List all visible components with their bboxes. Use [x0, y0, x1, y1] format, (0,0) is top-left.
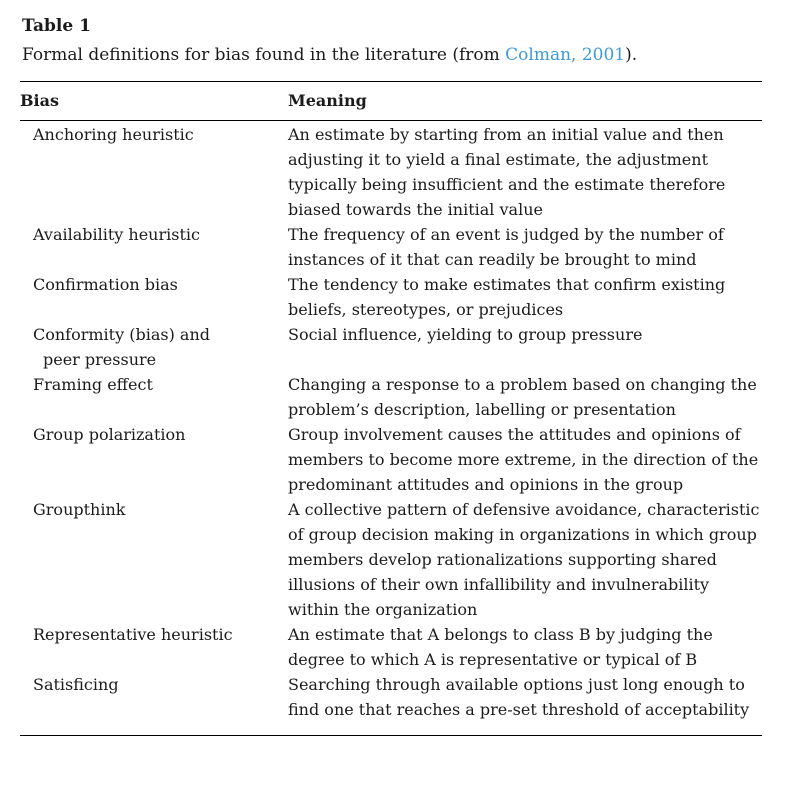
meaning-cell: Group involvement causes the attitudes and opinions of members to become more extreme, in the direction of the predominant attitudes and opinions in the group	[288, 425, 759, 494]
table-row	[20, 121, 762, 223]
table-row	[20, 672, 762, 736]
meaning-cell: Changing a response to a problem based on changing the problem’s description, labelling or presentation	[288, 375, 757, 419]
table-body	[20, 121, 762, 736]
table-caption	[22, 43, 782, 68]
table-row	[20, 322, 762, 372]
bias-cell: Availability heuristic	[33, 225, 200, 244]
meaning-cell: Social influence, yielding to group pressure	[288, 325, 643, 344]
table-row	[20, 497, 762, 622]
column-header-bias: Bias	[20, 82, 288, 121]
table-row	[20, 422, 762, 497]
caption-text-prefix: Formal definitions for bias found in the literature (from	[22, 45, 506, 65]
bias-cell: Groupthink	[33, 500, 126, 519]
caption-text-suffix: ).	[625, 45, 638, 65]
meaning-cell: A collective pattern of defensive avoidance, characteristic of group decision making in organizations in which group members develop rationalizations supporting shared illusions of their own infallibility and invulnerability within the organization	[288, 500, 760, 619]
table-header	[20, 82, 762, 121]
bias-cell: Representative heuristic	[33, 625, 233, 644]
table-label: Table 1	[22, 16, 91, 36]
meaning-cell: The frequency of an event is judged by the number of instances of it that can readily be brought to mind	[288, 225, 724, 269]
meaning-cell: The tendency to make estimates that confirm existing beliefs, stereotypes, or prejudices	[288, 275, 726, 319]
table-row	[20, 622, 762, 672]
bias-cell: Satisficing	[33, 675, 119, 694]
table-row	[20, 372, 762, 422]
bias-cell: Framing effect	[33, 375, 153, 394]
bias-cell: Confirmation bias	[33, 275, 178, 294]
meaning-cell: An estimate by starting from an initial value and then adjusting it to yield a final estimate, the adjustment typically being insufficient and the estimate therefore biased towards the initial value	[288, 125, 726, 219]
citation-link-colman-2001[interactable]: Colman, 2001	[505, 45, 626, 65]
bias-cell: Group polarization	[33, 425, 186, 444]
bias-definitions-table	[20, 81, 762, 736]
meaning-cell: Searching through available options just long enough to find one that reaches a pre-set threshold of acceptability	[288, 675, 750, 719]
meaning-cell: An estimate that A belongs to class B by judging the degree to which A is representative or typical of B	[288, 625, 713, 669]
column-header-meaning: Meaning	[288, 82, 762, 121]
bias-cell: Anchoring heuristic	[33, 125, 194, 144]
table-row	[20, 222, 762, 272]
header-row	[20, 82, 762, 121]
table-row	[20, 272, 762, 322]
bias-cell: Conformity (bias) and peer pressure	[33, 325, 210, 369]
